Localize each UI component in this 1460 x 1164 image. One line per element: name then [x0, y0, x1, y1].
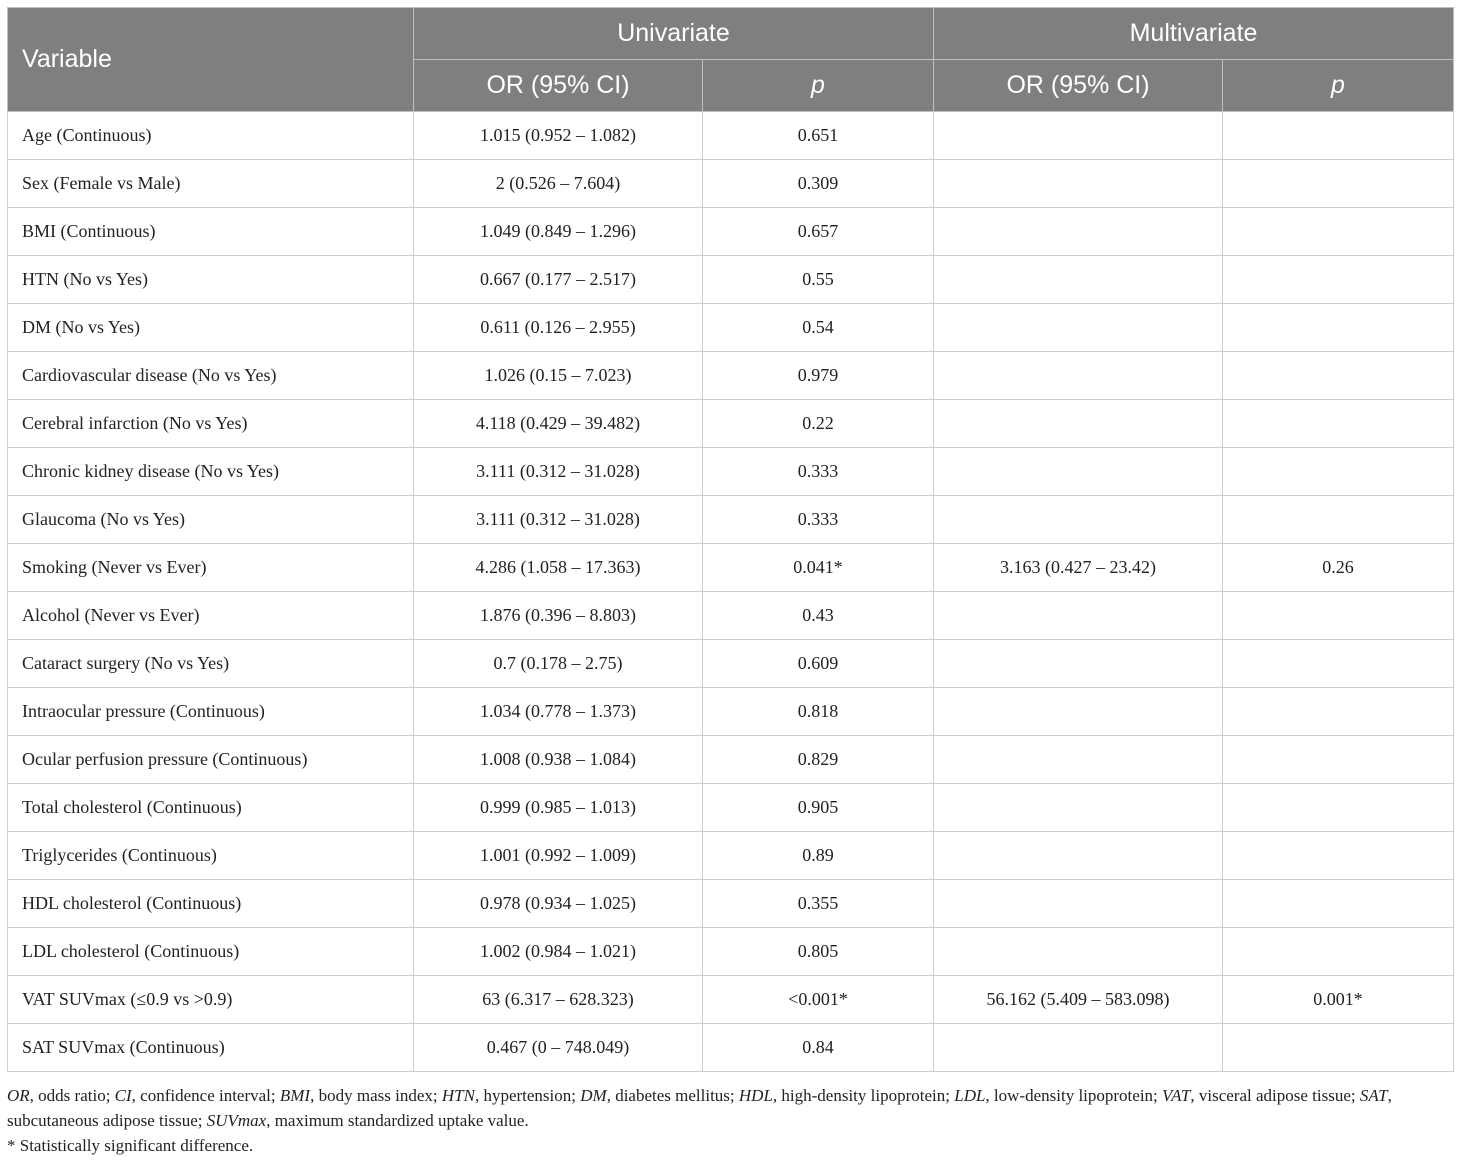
- cell-multivariate-p: [1223, 880, 1454, 928]
- cell-univariate-p: 0.55: [703, 256, 934, 304]
- abbreviation-definition: , low-density lipoprotein;: [985, 1086, 1163, 1105]
- cell-variable: DM (No vs Yes): [8, 304, 414, 352]
- cell-univariate-p: 0.651: [703, 112, 934, 160]
- abbreviation-term: SAT: [1359, 1086, 1388, 1105]
- table-row: [8, 832, 1454, 880]
- cell-multivariate-p: [1223, 352, 1454, 400]
- cell-univariate-or: 1.034 (0.778 – 1.373): [414, 688, 703, 736]
- cell-multivariate-or: [934, 1024, 1223, 1072]
- table-row: [8, 880, 1454, 928]
- cell-multivariate-p: [1223, 496, 1454, 544]
- cell-univariate-p: 0.805: [703, 928, 934, 976]
- abbreviations-note: [7, 1083, 1453, 1133]
- abbreviation-term: BMI: [279, 1086, 311, 1105]
- abbreviation-definition: , confidence interval;: [131, 1086, 280, 1105]
- cell-univariate-p: 0.818: [703, 688, 934, 736]
- cell-multivariate-p: [1223, 112, 1454, 160]
- cell-multivariate-or: [934, 688, 1223, 736]
- table-row: [8, 640, 1454, 688]
- regression-table: [7, 7, 1454, 1072]
- cell-multivariate-p: [1223, 256, 1454, 304]
- cell-univariate-p: 0.905: [703, 784, 934, 832]
- table-row: [8, 448, 1454, 496]
- table-row: [8, 304, 1454, 352]
- cell-multivariate-or: [934, 352, 1223, 400]
- cell-univariate-or: 1.049 (0.849 – 1.296): [414, 208, 703, 256]
- cell-multivariate-or: [934, 112, 1223, 160]
- cell-variable: Sex (Female vs Male): [8, 160, 414, 208]
- cell-univariate-or: 1.002 (0.984 – 1.021): [414, 928, 703, 976]
- cell-univariate-or: 63 (6.317 – 628.323): [414, 976, 703, 1024]
- cell-multivariate-or: [934, 208, 1223, 256]
- table-row: [8, 928, 1454, 976]
- abbreviation-term: SUVmax: [206, 1111, 267, 1130]
- cell-univariate-p: 0.89: [703, 832, 934, 880]
- cell-multivariate-p: [1223, 304, 1454, 352]
- abbreviation-term: HDL: [738, 1086, 773, 1105]
- cell-variable: LDL cholesterol (Continuous): [8, 928, 414, 976]
- table-row: [8, 160, 1454, 208]
- cell-univariate-p: 0.54: [703, 304, 934, 352]
- cell-multivariate-p: [1223, 832, 1454, 880]
- cell-variable: SAT SUVmax (Continuous): [8, 1024, 414, 1072]
- cell-multivariate-or: [934, 256, 1223, 304]
- abbreviation-definition: , subcutaneous adipose tissue;: [7, 1086, 1392, 1130]
- table-row: [8, 496, 1454, 544]
- cell-univariate-p: 0.609: [703, 640, 934, 688]
- cell-multivariate-or: [934, 640, 1223, 688]
- cell-variable: BMI (Continuous): [8, 208, 414, 256]
- abbreviation-term: HTN: [441, 1086, 475, 1105]
- significance-note: * Statistically significant difference.: [7, 1136, 254, 1155]
- abbreviation-term: DM: [580, 1086, 607, 1105]
- table-row: [8, 736, 1454, 784]
- cell-univariate-p: 0.979: [703, 352, 934, 400]
- cell-variable: Alcohol (Never vs Ever): [8, 592, 414, 640]
- cell-univariate-p: 0.84: [703, 1024, 934, 1072]
- abbreviation-term: OR: [7, 1086, 30, 1105]
- cell-multivariate-p: [1223, 688, 1454, 736]
- cell-variable: Glaucoma (No vs Yes): [8, 496, 414, 544]
- cell-variable: Cataract surgery (No vs Yes): [8, 640, 414, 688]
- cell-multivariate-or: [934, 160, 1223, 208]
- cell-variable: Total cholesterol (Continuous): [8, 784, 414, 832]
- table-row: [8, 592, 1454, 640]
- cell-multivariate-p: [1223, 1024, 1454, 1072]
- table-row: [8, 1024, 1454, 1072]
- table-row: [8, 688, 1454, 736]
- cell-variable: HDL cholesterol (Continuous): [8, 880, 414, 928]
- cell-univariate-p: 0.657: [703, 208, 934, 256]
- cell-variable: Intraocular pressure (Continuous): [8, 688, 414, 736]
- cell-multivariate-or: [934, 928, 1223, 976]
- cell-multivariate-p: [1223, 208, 1454, 256]
- cell-multivariate-or: [934, 496, 1223, 544]
- cell-multivariate-or: 56.162 (5.409 – 583.098): [934, 976, 1223, 1024]
- cell-multivariate-or: 3.163 (0.427 – 23.42): [934, 544, 1223, 592]
- cell-multivariate-p: [1223, 736, 1454, 784]
- cell-multivariate-p: [1223, 928, 1454, 976]
- cell-multivariate-p: [1223, 592, 1454, 640]
- cell-univariate-p: 0.43: [703, 592, 934, 640]
- cell-variable: Age (Continuous): [8, 112, 414, 160]
- table-footnote: [7, 1083, 1453, 1158]
- cell-multivariate-p: [1223, 784, 1454, 832]
- cell-variable: Ocular perfusion pressure (Continuous): [8, 736, 414, 784]
- cell-multivariate-or: [934, 304, 1223, 352]
- cell-univariate-p: <0.001*: [703, 976, 934, 1024]
- cell-multivariate-or: [934, 448, 1223, 496]
- abbreviation-definition: , diabetes mellitus;: [606, 1086, 739, 1105]
- cell-multivariate-or: [934, 784, 1223, 832]
- cell-univariate-p: 0.355: [703, 880, 934, 928]
- cell-univariate-p: 0.829: [703, 736, 934, 784]
- header-uni-or-ci: OR (95% CI): [414, 60, 703, 112]
- cell-univariate-or: 0.978 (0.934 – 1.025): [414, 880, 703, 928]
- cell-multivariate-or: [934, 400, 1223, 448]
- abbreviation-term: VAT: [1162, 1086, 1191, 1105]
- abbreviation-definition: , maximum standardized uptake value.: [266, 1111, 529, 1130]
- abbreviation-definition: , visceral adipose tissue;: [1190, 1086, 1360, 1105]
- abbreviation-definition: , hypertension;: [474, 1086, 581, 1105]
- table-row: [8, 208, 1454, 256]
- cell-univariate-or: 1.876 (0.396 – 8.803): [414, 592, 703, 640]
- cell-multivariate-p: [1223, 448, 1454, 496]
- cell-multivariate-p: [1223, 640, 1454, 688]
- cell-multivariate-p: [1223, 400, 1454, 448]
- table-row: [8, 400, 1454, 448]
- abbreviation-definition: , high-density lipoprotein;: [772, 1086, 955, 1105]
- cell-univariate-or: 4.286 (1.058 – 17.363): [414, 544, 703, 592]
- cell-variable: Cardiovascular disease (No vs Yes): [8, 352, 414, 400]
- table-row: [8, 112, 1454, 160]
- cell-variable: Chronic kidney disease (No vs Yes): [8, 448, 414, 496]
- cell-multivariate-or: [934, 592, 1223, 640]
- header-variable: Variable: [8, 8, 414, 112]
- cell-univariate-p: 0.309: [703, 160, 934, 208]
- cell-variable: Triglycerides (Continuous): [8, 832, 414, 880]
- cell-multivariate-or: [934, 736, 1223, 784]
- cell-multivariate-p: 0.001*: [1223, 976, 1454, 1024]
- header-univariate: Univariate: [414, 8, 934, 60]
- abbreviation-definition: , body mass index;: [310, 1086, 442, 1105]
- cell-univariate-or: 1.001 (0.992 – 1.009): [414, 832, 703, 880]
- header-multi-or-ci: OR (95% CI): [934, 60, 1223, 112]
- cell-univariate-p: 0.333: [703, 448, 934, 496]
- cell-variable: Cerebral infarction (No vs Yes): [8, 400, 414, 448]
- header-multi-p: p: [1223, 60, 1454, 112]
- cell-univariate-or: 1.015 (0.952 – 1.082): [414, 112, 703, 160]
- cell-univariate-or: 4.118 (0.429 – 39.482): [414, 400, 703, 448]
- cell-univariate-or: 1.008 (0.938 – 1.084): [414, 736, 703, 784]
- abbreviation-term: LDL: [954, 1086, 986, 1105]
- table-row: [8, 256, 1454, 304]
- cell-multivariate-p: 0.26: [1223, 544, 1454, 592]
- cell-univariate-or: 0.611 (0.126 – 2.955): [414, 304, 703, 352]
- header-uni-p: p: [703, 60, 934, 112]
- table-body: [8, 112, 1454, 1072]
- cell-univariate-or: 1.026 (0.15 – 7.023): [414, 352, 703, 400]
- table-row: [8, 544, 1454, 592]
- cell-multivariate-or: [934, 832, 1223, 880]
- table-row: [8, 352, 1454, 400]
- cell-univariate-or: 3.111 (0.312 – 31.028): [414, 448, 703, 496]
- table-row: [8, 784, 1454, 832]
- cell-univariate-or: 0.7 (0.178 – 2.75): [414, 640, 703, 688]
- cell-univariate-or: 0.667 (0.177 – 2.517): [414, 256, 703, 304]
- cell-univariate-or: 0.999 (0.985 – 1.013): [414, 784, 703, 832]
- cell-univariate-or: 3.111 (0.312 – 31.028): [414, 496, 703, 544]
- cell-variable: VAT SUVmax (≤0.9 vs >0.9): [8, 976, 414, 1024]
- cell-univariate-or: 0.467 (0 – 748.049): [414, 1024, 703, 1072]
- cell-variable: HTN (No vs Yes): [8, 256, 414, 304]
- abbreviation-definition: , odds ratio;: [29, 1086, 115, 1105]
- header-multivariate: Multivariate: [934, 8, 1454, 60]
- table-row: [8, 976, 1454, 1024]
- cell-univariate-p: 0.333: [703, 496, 934, 544]
- table-header: [8, 8, 1454, 112]
- cell-univariate-p: 0.041*: [703, 544, 934, 592]
- abbreviation-term: CI: [114, 1086, 132, 1105]
- cell-variable: Smoking (Never vs Ever): [8, 544, 414, 592]
- cell-multivariate-or: [934, 880, 1223, 928]
- cell-multivariate-p: [1223, 160, 1454, 208]
- cell-univariate-or: 2 (0.526 – 7.604): [414, 160, 703, 208]
- cell-univariate-p: 0.22: [703, 400, 934, 448]
- results-table-container: [7, 7, 1453, 1072]
